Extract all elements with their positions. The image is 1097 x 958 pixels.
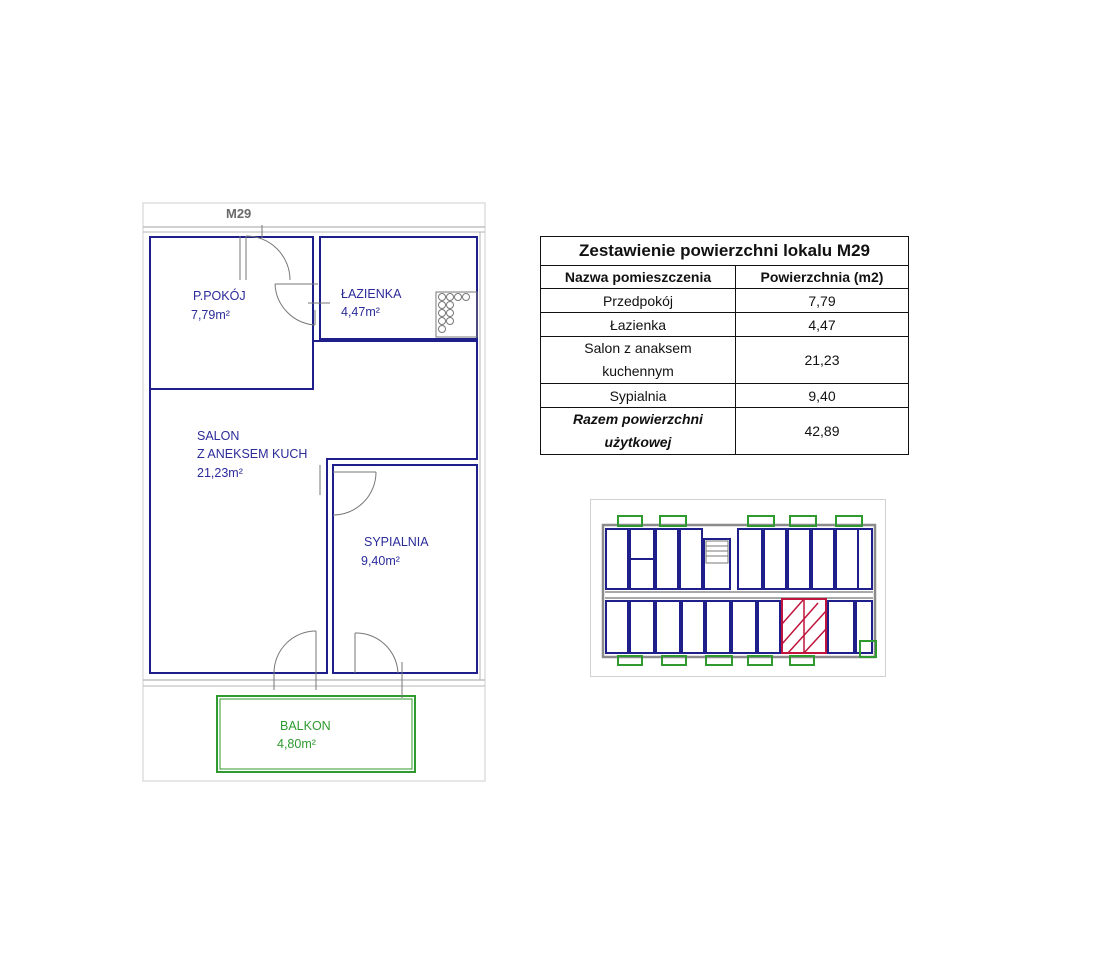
row-name: Sypialnia: [541, 384, 736, 408]
table-row: [541, 337, 909, 384]
room-balkon-outline: [217, 696, 415, 772]
unit-code: M29: [226, 206, 252, 221]
row-value: 9,40: [736, 384, 909, 408]
building-key-plan: [590, 499, 886, 677]
room-salon-outline: [150, 341, 477, 673]
table-title: Zestawienie powierzchni lokalu M29: [541, 237, 909, 266]
total-value: 42,89: [736, 408, 909, 455]
room-balkon-area: 4,80m²: [277, 737, 316, 751]
bedroom-door-icon: [320, 465, 376, 515]
total-name: [541, 408, 736, 455]
table-title-row: [541, 237, 909, 266]
table-row: [541, 289, 909, 313]
room-salon-area: 21,23m²: [197, 466, 243, 480]
table-row: [541, 313, 909, 337]
table-total-row: [541, 408, 909, 455]
balcony-door-left-icon: [274, 631, 316, 690]
table-header-row: [541, 266, 909, 289]
room-sypialnia-area: 9,40m²: [361, 554, 400, 568]
room-lazienka-name: ŁAZIENKA: [341, 287, 402, 301]
floor-plan: [140, 200, 490, 785]
room-przedpokoj-name: P.POKÓJ: [193, 289, 246, 303]
room-balkon-name: BALKON: [280, 719, 331, 733]
room-salon-name-line2: Z ANEKSEM KUCH: [197, 447, 308, 461]
entrance-door-icon: [240, 225, 290, 280]
row-value: 4,47: [736, 313, 909, 337]
column-header-area: Powierzchnia (m2): [736, 266, 909, 289]
row-name-line2: kuchennym: [602, 363, 674, 379]
floor-plan-drawing: [140, 200, 490, 785]
room-salon-name-line1: SALON: [197, 429, 240, 443]
row-name: Łazienka: [541, 313, 736, 337]
shower-icon: [436, 292, 477, 337]
row-value: 21,23: [736, 337, 909, 384]
row-value: 7,79: [736, 289, 909, 313]
area-summary-table: [540, 236, 909, 455]
room-sypialnia-name: SYPIALNIA: [364, 535, 429, 549]
row-name: Przedpokój: [541, 289, 736, 313]
table-row: [541, 384, 909, 408]
bathroom-door-icon: [275, 284, 330, 325]
room-lazienka-area: 4,47m²: [341, 305, 380, 319]
total-name-line2: użytkowej: [604, 434, 672, 450]
balcony-door-right-icon: [355, 633, 402, 698]
row-name-multiline: [541, 337, 736, 384]
row-name-line1: Salon z anaksem: [584, 340, 692, 356]
room-przedpokoj-area: 7,79m²: [191, 308, 230, 322]
key-plan-drawing: [590, 499, 886, 677]
room-balkon-inner-outline: [220, 699, 412, 769]
total-name-line1: Razem powierzchni: [573, 411, 703, 427]
column-header-name: Nazwa pomieszczenia: [541, 266, 736, 289]
